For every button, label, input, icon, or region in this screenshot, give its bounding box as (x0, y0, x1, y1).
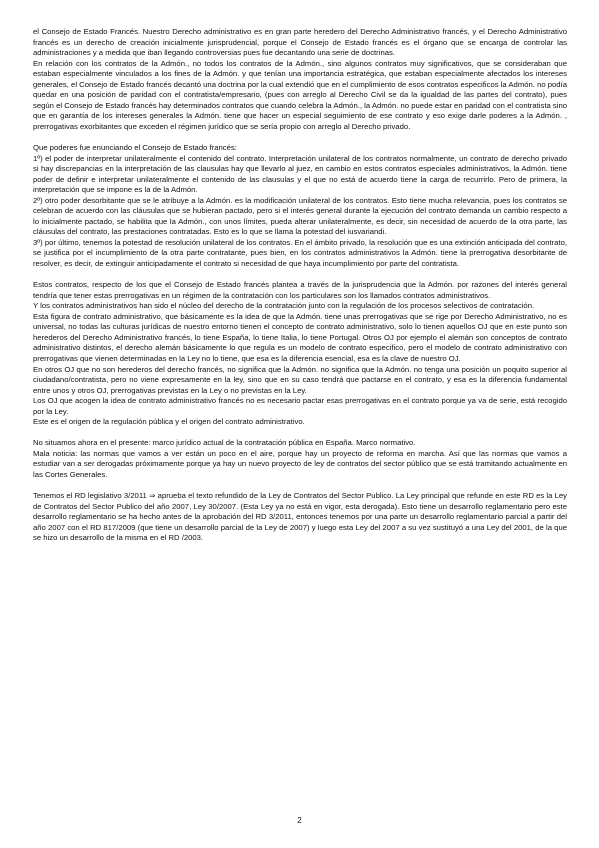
page-number: 2 (297, 816, 302, 825)
paragraph-gap (33, 481, 567, 492)
paragraph-poder-interpretar: 1º) el poder de interpretar unilateralmente el contenido del contrato. Interpretación unilateral de los contratos normalmente, un contrato de derecho privado si hay discrepancias en la interpretación de las clausulas hay que llevarlo al juez, en cambio en estos contratos especiales administrativos, la Admón. tiene poder de definir e interpretar unilateralmente el contenido de las clausulas y el que no está de acuerdo tiene la carga de recurrirlo. Pero de primera, la interpretación que se impone es la de la Admón. (33, 153, 567, 195)
paragraph-gap (33, 270, 567, 281)
paragraph-marco-juridico: No situamos ahora en el presente: marco jurídico actual de la contratación pública en España. Marco normativo. (33, 438, 416, 448)
paragraph-consejo-estado: el Consejo de Estado Francés. Nuestro Derecho administrativo es en gran parte heredero del Derecho Administrativo francés, y el Derecho Administrativo francés es un derecho de creación inicialmente jurisprudencial, porque el Consejo de Estado francés es el órgano que se encarga de controlar las administraciones y a medida que iban llegando controversias pues fue decantando una serie de doctrinas. (33, 27, 567, 58)
paragraph-poder-resolucion: 3º) por último, tenemos la potestad de resolución unilateral de los contratos. En el ámbito privado, la resolución que es una extinción anticipada del contrato, se justifica por el incumplimiento de la otra parte contratante, pues bien, en los contratos administrativos la Admón. tiene la prerrogativa desorbitante de resolver, es decir, de extinguir anticipadamente el contrato si necesidad de que haya incumplimiento por parte del contratista. (33, 237, 567, 269)
paragraph-rd-legislativo: Tenemos el RD legislativo 3/2011 ⇒ aprueba el texto refundido de la Ley de Contratos del Sector Publico. La Ley principal que refunde en este RD es la Ley de Contratos del Sector Publico del año 2007, Ley 30/2007. (Esta Ley ya no está en vigor, esta derogada). Esto tiene un desarrollo reglamentario pero este desarrollo reglamentario se ha hecho antes de la aprobación del RD 3/2011, entonces tenemos por una parte un desarrollo reglamentario parcial a partir del año 2007 con el RD 817/2009 (que tiene un desarrollo parcial de la Ley de 2007) y luego esta Ley del 2007 a su vez sustituyó a una Ley del 2001, de la que se hizo un desarrollo de la misma en el RD /2003. (33, 491, 567, 543)
paragraph-poderes-heading: Que poderes fue enunciando el Consejo de Estado francés: (33, 143, 237, 153)
paragraph-nucleo-derecho: Y los contratos administrativos han sido el núcleo del derecho de la contratación junto con la regulación de los procesos selectivos de contratación. (33, 301, 535, 311)
paragraph-otros-oj: En otros OJ que no son herederos del derecho francés, no significa que la Admón. no significa que la Admón. no tenga una posición un poquito superior al ciudadano/contratista, pero no viene expresamente en la ley, sino que en su caso tendrá que pactarse en el contrato, y esa es la diferencia fundamental entre unos y otros OJ, prerrogativas previstas en la Ley o no previstas en la Ley. (33, 364, 567, 395)
paragraph-origen-regulacion: Este es el origen de la regulación pública y el origen del contrato administrativo. (33, 417, 305, 427)
paragraph-poder-modificacion: 2º) otro poder desorbitante que se le atribuye a la Admón. es la modificación unilateral de los contratos. Esto tiene mucha relevancia, pues los contratos se celebran de acuerdo con las cláusulas que se hubieran pactado, pero si el interés general durante la ejecución del contrato demanda un cambio respecto a lo inicialmente pactado, se habilita que la Admón., con unos límites, pueda alterar unilateralmente, es decir, sin necesidad de acuerdo de la otra parte, las cláusulas del contrato, las prestaciones contratadas. Esto es lo que se llama la potestad del iusvariandi. (33, 195, 567, 237)
paragraph-contratos-admon: En relación con los contratos de la Admón., no todos los contratos de la Admón., sino algunos contratos muy significativos, que se consideraban que estaban especialmente vinculados a los fines de la Admón. y que tenían una importancia estratégica, que estaban especialmente afectados los intereses generales, el Consejo de Estado francés decantó una doctrina por la cual extendió que en el cumplimiento de esos contratos especificos la Admón. no podía quedar en una posición de paridad con el contratista/empresario, (pues con arreglo al Derecho Civil se da la igualdad de las partes del contrato), pues según el Consejo de Estado francés hay determinados contratos que cuando celebra la Admón., la Admón. no puede estar en paridad con el contratista sino que en garantía de los intereses generales la Admón. tiene que hacer un especial seguimiento de ese contrato y eso exige darle poderes a la Admón. , prerrogativas exorbitantes que exceden el régimen jurídico que se sería propio con arreglo al Derecho privado. (33, 58, 567, 131)
paragraph-figura-contrato: Esta figura de contrato administrativo, que básicamente es la idea de que la Admón. tiene unas prerrogativas que se rige por Derecho Administrativo, no es universal, no todas las culturas jurídicas de nuestro entorno tienen el concepto de contrato administrativo, solo lo tienen aquellos OJ que en este punto son herederos del Derecho Administrativo francés, lo tiene España, lo tiene Italia, lo tiene Portugal. Otros OJ por ejemplo el alemán son conceptos de contrato administrativo distintos, el derecho alemán básicamente lo que regula es un modelo de contrato especifico, pero el modelo de contrato administrativo con prerrogativas que vienen determinadas en la Ley no lo tiene, que esa es la diferencia esencial, esa es la clave de nuestro OJ. (33, 311, 567, 363)
paragraph-contratos-administrativos: Estos contratos, respecto de los que el Consejo de Estado francés plantea a través de la jurisprudencia que la Admón. por razones del interés general tendría que tener estas prerrogativas en un régimen de la contratación con los particulares son los llamados contratos administrativos. (33, 280, 567, 300)
paragraph-mala-noticia: Mala noticia: las normas que vamos a ver están un poco en el aire, porque hay un proyecto de reforma en marcha. Así que las normas que vamos a estudiar van a ser derogadas próximamente porque ya hay un nuevo proyecto de ley de contratos del sector público que se está tramitando actualmente en las Cortes Generales. (33, 448, 567, 479)
paragraph-gap (33, 132, 567, 143)
paragraph-gap (33, 428, 567, 439)
paragraph-oj-acogen: Los OJ que acogen la idea de contrato administrativo francés no es necesario pactar esas prerrogativas en el contrato porque ya va de serie, está recogido por la Ley. (33, 396, 567, 416)
